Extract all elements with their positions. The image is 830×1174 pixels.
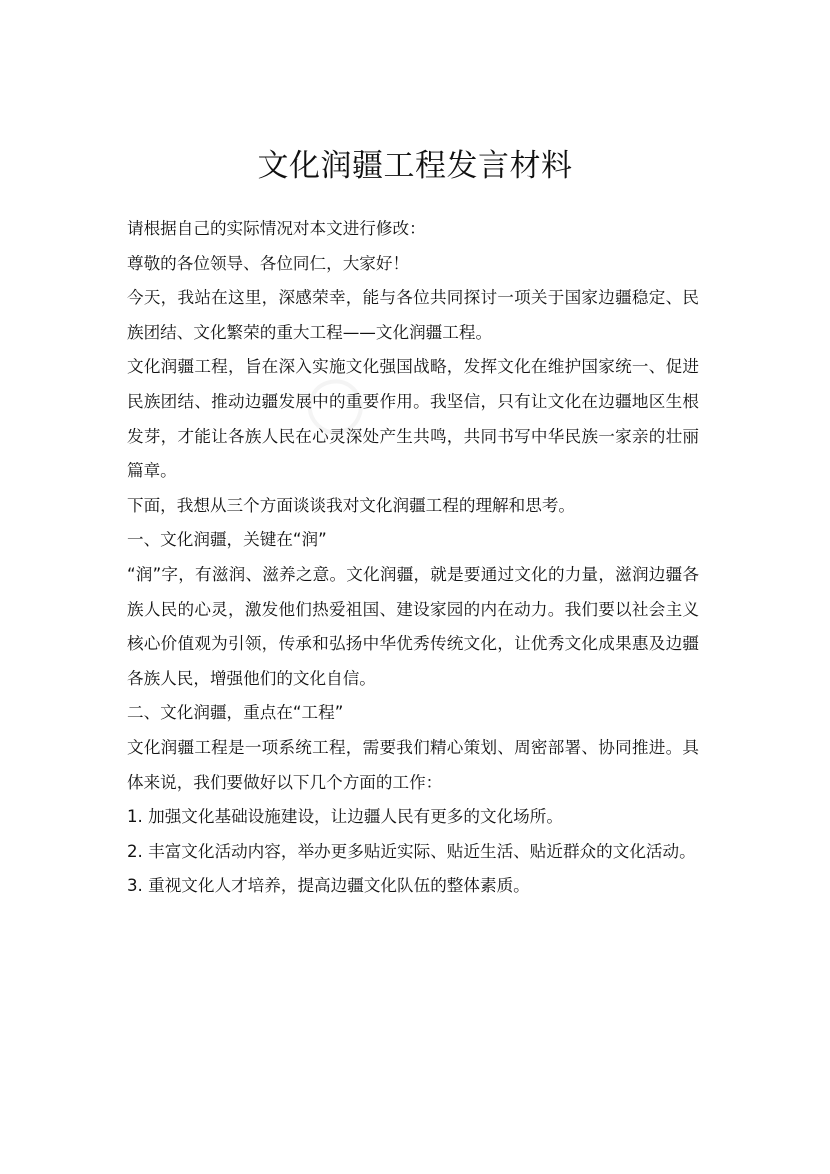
paragraph: 今天，我站在这里，深感荣幸，能与各位共同探讨一项关于国家边疆稳定、民族团结、文化繁荣的重大工程——文化润疆工程。 xyxy=(127,288,699,342)
document-title: 文化润疆工程发言材料 xyxy=(257,148,573,184)
paragraph: “润”字，有滋润、滋养之意。文化润疆，就是要通过文化的力量，滋润边疆各族人民的心灵，激发他们热爱祖国、建设家园的内在动力。我们要以社会主义核心价值观为引领，传承和弘扬中华优秀传统文化，让优秀文化成果惠及边疆各族人民，增强他们的文化自信。 xyxy=(127,564,699,688)
list-item: 1. 加强文化基础设施建设，让边疆人民有更多的文化场所。 xyxy=(127,807,563,827)
paragraph: 文化润疆工程，旨在深入实施文化强国战略，发挥文化在维护国家统一、促进民族团结、推动边疆发展中的重要作用。我坚信，只有让文化在边疆地区生根发芽，才能让各族人民在心灵深处产生共鸣，共同书写中华民族一家亲的壮丽篇章。 xyxy=(127,357,699,481)
list-item: 3. 重视文化人才培养，提高边疆文化队伍的整体素质。 xyxy=(127,876,530,896)
paragraph-instruction: 请根据自己的实际情况对本文进行修改： xyxy=(127,219,426,238)
paragraph-greeting: 尊敬的各位领导、各位同仁，大家好！ xyxy=(127,253,410,273)
paragraph: 下面，我想从三个方面谈谈我对文化润疆工程的理解和思考。 xyxy=(127,495,576,515)
paragraph: 文化润疆工程是一项系统工程，需要我们精心策划、周密部署、协同推进。具体来说，我们要做好以下几个方面的工作： xyxy=(127,737,699,792)
list-item: 2. 丰富文化活动内容，举办更多贴近实际、贴近生活、贴近群众的文化活动。 xyxy=(127,841,696,861)
section-heading-2: 二、文化润疆，重点在“工程” xyxy=(127,703,344,723)
section-heading-1: 一、文化润疆，关键在“润” xyxy=(127,530,327,550)
document-body xyxy=(127,212,699,904)
